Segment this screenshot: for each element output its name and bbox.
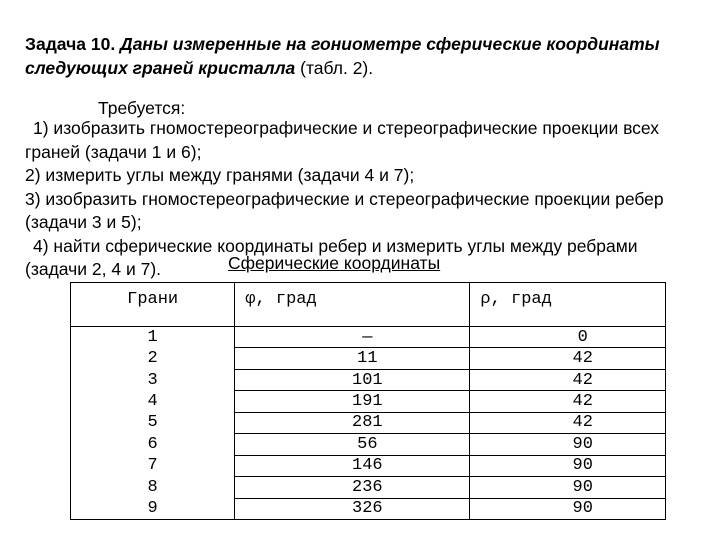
table-row	[71, 434, 666, 455]
face-cell: 9	[71, 498, 235, 520]
table-row	[71, 327, 666, 348]
table-header-row	[71, 283, 666, 327]
face-cell: 8	[71, 477, 235, 498]
phi-cell: 146	[235, 455, 470, 476]
phi-cell: —	[235, 327, 470, 348]
phi-cell: 11	[235, 348, 470, 369]
task-item-4-cont: (задачи 2, 4 и 7).	[25, 259, 162, 279]
task-number: Задача 10.	[25, 34, 116, 54]
face-cell: 6	[71, 434, 235, 455]
task-item-2: 2) измерить углы между гранями (задачи 4 и 7);	[25, 165, 415, 185]
face-cell: 7	[71, 455, 235, 476]
rho-cell: 90	[470, 498, 666, 520]
phi-cell: 326	[235, 498, 470, 520]
task-item-1-cont: граней (задачи 1 и 6);	[25, 141, 202, 162]
rho-cell: 90	[470, 434, 666, 455]
face-cell: 5	[71, 412, 235, 433]
face-cell: 1	[71, 327, 235, 348]
header-rho: ρ, град	[470, 283, 666, 327]
face-cell: 3	[71, 369, 235, 390]
header-faces: Грани	[71, 283, 235, 327]
rho-cell: 42	[470, 412, 666, 433]
task-item-3-cont: (задачи 3 и 5);	[25, 212, 142, 232]
task-heading	[25, 32, 705, 80]
face-cell: 2	[71, 348, 235, 369]
coordinates-table	[70, 282, 666, 520]
table-row	[71, 412, 666, 433]
header-phi: φ, град	[235, 283, 470, 327]
requires-label: Требуется:	[98, 98, 186, 118]
table-row	[71, 348, 666, 369]
rho-cell: 0	[470, 327, 666, 348]
table-caption: Сферические координаты	[228, 253, 441, 273]
rho-cell: 42	[470, 369, 666, 390]
task-statement: Даны измеренные на гониометре сферические координаты следующих граней кристалла	[25, 34, 660, 78]
face-cell: 4	[71, 391, 235, 412]
phi-cell: 191	[235, 391, 470, 412]
phi-cell: 56	[235, 434, 470, 455]
phi-cell: 101	[235, 369, 470, 390]
rho-cell: 90	[470, 455, 666, 476]
table-row	[71, 477, 666, 498]
task-item-1: 1) изобразить гномостереографические и стереографические проекции всех	[33, 118, 660, 138]
task-item-4: 4) найти сферические координаты ребер и измерить углы между ребрами	[33, 235, 638, 256]
table-reference: (табл. 2).	[295, 58, 374, 78]
phi-cell: 281	[235, 412, 470, 433]
task-item-3: 3) изобразить гномостереографические и стереографические проекции ребер	[25, 188, 664, 209]
table-row	[71, 455, 666, 476]
rho-cell: 42	[470, 391, 666, 412]
table-row	[71, 498, 666, 520]
rho-cell: 42	[470, 348, 666, 369]
rho-cell: 90	[470, 477, 666, 498]
table-row	[71, 369, 666, 390]
phi-cell: 236	[235, 477, 470, 498]
table-row	[71, 391, 666, 412]
